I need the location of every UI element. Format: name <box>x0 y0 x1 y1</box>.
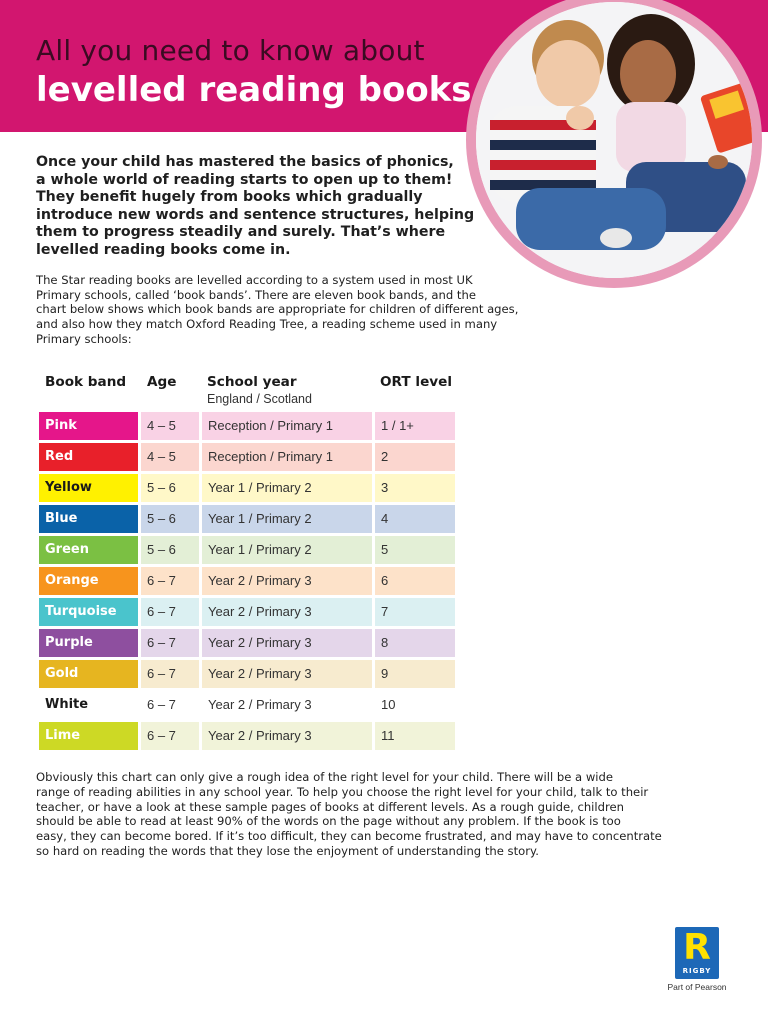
children-illustration <box>476 2 752 278</box>
band-cell: Yellow <box>39 474 138 502</box>
intro-line: a whole world of reading starts to open up to them! <box>36 171 453 188</box>
ort-level-cell: 3 <box>375 474 455 502</box>
band-cell: Orange <box>39 567 138 595</box>
outro-line: so hard on reading the words that they lose the enjoyment of understanding the story. <box>36 843 539 858</box>
body-line: and also how they match Oxford Reading Tree, a reading scheme used in many <box>36 317 498 332</box>
age-cell: 4 – 5 <box>141 443 199 471</box>
table-row <box>39 629 455 657</box>
school-year-cell: Reception / Primary 1 <box>202 412 372 440</box>
school-year-cell: Year 2 / Primary 3 <box>202 722 372 750</box>
band-cell: Turquoise <box>39 598 138 626</box>
school-year-cell: Year 1 / Primary 2 <box>202 474 372 502</box>
explanation-paragraph <box>36 273 576 347</box>
outro-line: teacher, or have a look at these sample pages of books at different levels. As a rough guide, children <box>36 799 624 814</box>
intro-line: Once your child has mastered the basics of phonics, <box>36 154 454 170</box>
band-cell: Gold <box>39 660 138 688</box>
age-cell: 6 – 7 <box>141 691 199 719</box>
table-row <box>39 412 455 440</box>
school-year-cell: Year 2 / Primary 3 <box>202 629 372 657</box>
body-line: Primary schools: <box>36 331 132 346</box>
school-year-cell: Year 1 / Primary 2 <box>202 505 372 533</box>
closing-paragraph <box>36 770 726 859</box>
column-header-age: Age <box>147 374 177 390</box>
band-cell: Green <box>39 536 138 564</box>
band-cell: Lime <box>39 722 138 750</box>
column-header-band: Book band <box>45 374 127 390</box>
ort-level-cell: 10 <box>375 691 455 719</box>
intro-line: They benefit hugely from books which gradually <box>36 189 423 206</box>
children-reading-photo <box>476 2 752 278</box>
age-cell: 6 – 7 <box>141 598 199 626</box>
ort-level-cell: 2 <box>375 443 455 471</box>
table-row <box>39 722 455 750</box>
band-cell: Purple <box>39 629 138 657</box>
body-line: The Star reading books are levelled according to a system used in most UK <box>36 273 473 287</box>
title-line-1: All you need to know about <box>36 34 425 67</box>
ort-level-cell: 8 <box>375 629 455 657</box>
table-row <box>39 443 455 471</box>
band-cell: White <box>39 691 138 719</box>
age-cell: 5 – 6 <box>141 505 199 533</box>
age-cell: 4 – 5 <box>141 412 199 440</box>
school-year-cell: Year 2 / Primary 3 <box>202 660 372 688</box>
age-cell: 5 – 6 <box>141 536 199 564</box>
age-cell: 6 – 7 <box>141 629 199 657</box>
logo-caption: Part of Pearson <box>667 982 727 992</box>
school-year-cell: Year 2 / Primary 3 <box>202 567 372 595</box>
column-subheader-year: England / Scotland <box>207 392 312 406</box>
ort-level-cell: 11 <box>375 722 455 750</box>
ort-level-cell: 7 <box>375 598 455 626</box>
table-row <box>39 691 455 719</box>
age-cell: 6 – 7 <box>141 722 199 750</box>
table-row <box>39 505 455 533</box>
ort-level-cell: 9 <box>375 660 455 688</box>
band-cell: Blue <box>39 505 138 533</box>
column-header-ort: ORT level <box>380 374 453 390</box>
school-year-cell: Year 1 / Primary 2 <box>202 536 372 564</box>
outro-line: should be able to read at least 90% of the words on the page without any problem. If the book is too <box>36 814 621 829</box>
school-year-cell: Year 2 / Primary 3 <box>202 598 372 626</box>
logo-wordmark: RIGBY <box>682 967 712 975</box>
band-cell: Pink <box>39 412 138 440</box>
age-cell: 6 – 7 <box>141 567 199 595</box>
intro-line: levelled reading books come in. <box>36 241 291 258</box>
column-header-year: School year <box>207 374 297 390</box>
age-cell: 5 – 6 <box>141 474 199 502</box>
intro-line: them to progress steadily and surely. That’s where <box>36 224 446 241</box>
title-line-2: levelled reading books <box>36 70 472 110</box>
ort-level-cell: 6 <box>375 567 455 595</box>
age-cell: 6 – 7 <box>141 660 199 688</box>
ort-level-cell: 4 <box>375 505 455 533</box>
table-row <box>39 660 455 688</box>
intro-paragraph <box>36 154 475 260</box>
ort-level-cell: 1 / 1+ <box>375 412 455 440</box>
school-year-cell: Reception / Primary 1 <box>202 443 372 471</box>
table-row <box>39 567 455 595</box>
ort-level-cell: 5 <box>375 536 455 564</box>
intro-line: introduce new words and sentence structures, helping <box>36 206 475 223</box>
logo-letter: R <box>683 927 711 968</box>
table-row <box>39 598 455 626</box>
school-year-cell: Year 2 / Primary 3 <box>202 691 372 719</box>
body-line: chart below shows which book bands are appropriate for children of different ages, <box>36 302 519 317</box>
table-row <box>39 474 455 502</box>
band-cell: Red <box>39 443 138 471</box>
body-line: Primary schools, called ‘book bands’. There are eleven book bands, and the <box>36 287 476 302</box>
rigby-logo <box>675 927 719 979</box>
outro-line: Obviously this chart can only give a rough idea of the right level for your child. There will be a wide <box>36 770 614 784</box>
outro-line: range of reading abilities in any school year. To help you choose the right level for your child, talk to their <box>36 784 649 799</box>
table-row <box>39 536 455 564</box>
outro-line: easy, they can become bored. If it’s too difficult, they can become frustrated, and may have to concentrate <box>36 829 662 844</box>
